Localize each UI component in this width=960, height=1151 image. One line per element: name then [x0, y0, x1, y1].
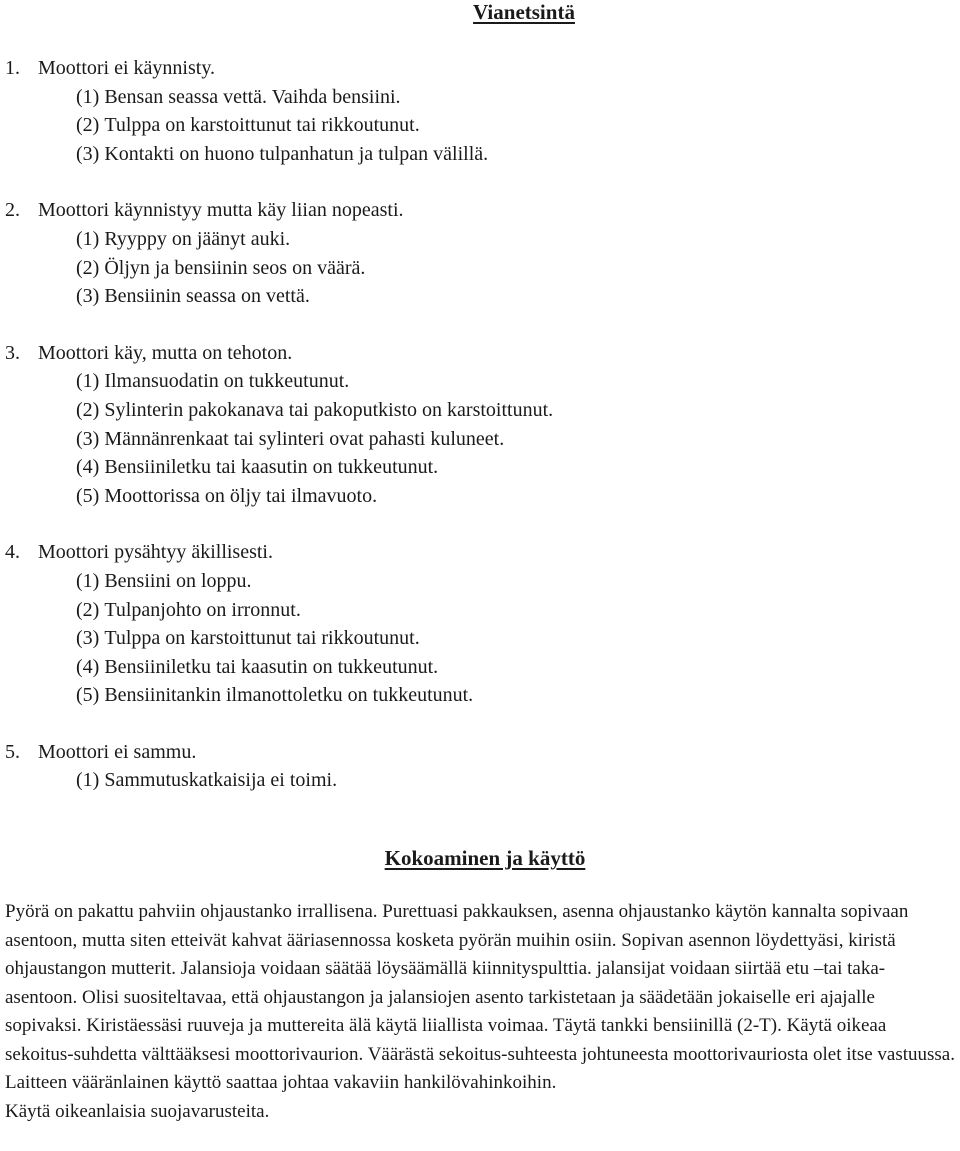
cause-text: Öljyn ja bensiinin seos on väärä.	[104, 256, 366, 279]
cause-item	[76, 567, 960, 596]
cause-number: (2)	[76, 598, 100, 621]
cause-list	[0, 83, 960, 169]
problem-item	[0, 339, 960, 511]
problem-text: Moottori pysähtyy äkillisesti.	[38, 541, 273, 564]
cause-number: (2)	[76, 398, 100, 421]
problem-text: Moottori ei käynnisty.	[38, 57, 216, 79]
cause-item	[76, 453, 960, 482]
cause-text: Männänrenkaat tai sylinteri ovat pahasti kuluneet.	[104, 427, 505, 450]
cause-list	[0, 567, 960, 710]
problem-number: 5.	[5, 740, 20, 763]
cause-number: (1)	[76, 85, 100, 108]
troubleshooting-list	[0, 54, 960, 823]
problem-title	[0, 538, 960, 567]
cause-text: Tulpanjohto on irronnut.	[104, 598, 301, 621]
problem-text: Moottori käynnistyy mutta käy liian nopeasti.	[38, 199, 404, 222]
cause-text: Sylinterin pakokanava tai pakoputkisto on karstoittunut.	[104, 398, 554, 421]
cause-item	[76, 624, 960, 653]
cause-number: (2)	[76, 114, 100, 137]
cause-item	[76, 766, 960, 795]
problem-number: 3.	[5, 341, 20, 364]
assembly-paragraph: Pyörä on pakattu pahviin ohjaustanko irrallisena. Purettuasi pakkauksen, asenna ohjaustanko käytön kannalta sopivaan asentoon, mutta siten etteivät kahvat ääriasennossa kosketa pyörän muihin osiin. Sopivan asennon löydettyäsi, kiristä ohjaustangon mutterit. Jalansioja voidaan säätää löysäämällä kiinnityspulttia. jalansijat voidaan siirtää etu –tai taka-asentoon. Olisi suositeltavaa, että ohjaustangon ja jalansiojen asento tarkistetaan ja säädetään jokaiselle eri ajajalle sopivaksi. Kiristäessäsi ruuveja ja muttereita älä käytä liiallista voimaa. Täytä tankki bensiinillä (2-T). Käytä oikeaa sekoitus-suhdetta välttääksesi moottorivaurion. Väärästä sekoitus-suhteesta johtuneesta moottorivauriosta olet itse vastuussa. Laitteen vääränlainen käyttö saattaa johtaa vakaviin hankilövahinkoihin.	[5, 901, 955, 1093]
cause-number: (3)	[76, 142, 100, 165]
problem-title	[0, 738, 960, 767]
cause-text: Kontakti on huono tulpanhatun ja tulpan välillä.	[104, 142, 489, 165]
problem-text: Moottori käy, mutta on tehoton.	[38, 341, 293, 364]
cause-item	[76, 140, 960, 169]
assembly-final-line: Käytä oikeanlaisia suojavarusteita.	[5, 1100, 270, 1122]
cause-item	[76, 681, 960, 710]
cause-text: Bensiinin seassa on vettä.	[104, 285, 310, 308]
cause-number: (1)	[76, 370, 100, 393]
troubleshooting-heading: Vianetsintä	[473, 0, 575, 24]
problem-number: 1.	[5, 57, 20, 79]
cause-list	[0, 766, 960, 795]
cause-item	[76, 111, 960, 140]
cause-text: Tulppa on karstoittunut tai rikkoutunut.	[104, 627, 420, 650]
cause-list	[0, 225, 960, 311]
problem-item	[0, 54, 960, 168]
cause-item	[76, 282, 960, 311]
cause-text: Moottorissa on öljy tai ilmavuoto.	[104, 484, 378, 507]
cause-number: (3)	[76, 285, 100, 308]
problem-number: 2.	[5, 199, 20, 222]
cause-text: Bensiiniletku tai kaasutin on tukkeutunut.	[104, 655, 439, 678]
cause-item	[76, 367, 960, 396]
cause-item	[76, 225, 960, 254]
cause-text: Bensiini on loppu.	[104, 569, 252, 592]
cause-text: Tulppa on karstoittunut tai rikkoutunut.	[104, 114, 420, 137]
cause-text: Ryyppy on jäänyt auki.	[104, 227, 291, 250]
cause-number: (5)	[76, 684, 100, 707]
cause-item	[76, 396, 960, 425]
cause-item	[76, 425, 960, 454]
cause-text: Bensan seassa vettä. Vaihda bensiini.	[104, 85, 401, 108]
cause-number: (1)	[76, 227, 100, 250]
cause-number: (3)	[76, 427, 100, 450]
problem-title	[0, 339, 960, 368]
problem-item	[0, 196, 960, 310]
assembly-heading: Kokoaminen ja käyttö	[384, 846, 586, 870]
problem-number: 4.	[5, 541, 20, 564]
cause-list	[0, 367, 960, 510]
problem-title	[0, 196, 960, 225]
cause-item	[76, 254, 960, 283]
cause-number: (1)	[76, 769, 100, 792]
cause-item	[76, 482, 960, 511]
cause-number: (5)	[76, 484, 100, 507]
problem-text: Moottori ei sammu.	[38, 740, 197, 763]
problem-item	[0, 738, 960, 795]
problem-title	[0, 54, 960, 83]
cause-number: (4)	[76, 655, 100, 678]
cause-text: Bensiiniletku tai kaasutin on tukkeutunut.	[104, 456, 439, 479]
cause-text: Bensiinitankin ilmanottoletku on tukkeutunut.	[104, 684, 474, 707]
cause-text: Sammutuskatkaisija ei toimi.	[104, 769, 338, 792]
cause-number: (3)	[76, 627, 100, 650]
cause-text: Ilmansuodatin on tukkeutunut.	[104, 370, 350, 393]
cause-number: (4)	[76, 456, 100, 479]
cause-number: (1)	[76, 569, 100, 592]
cause-item	[76, 596, 960, 625]
assembly-instructions	[5, 898, 955, 1126]
problem-item	[0, 538, 960, 710]
cause-number: (2)	[76, 256, 100, 279]
cause-item	[76, 653, 960, 682]
cause-item	[76, 83, 960, 112]
